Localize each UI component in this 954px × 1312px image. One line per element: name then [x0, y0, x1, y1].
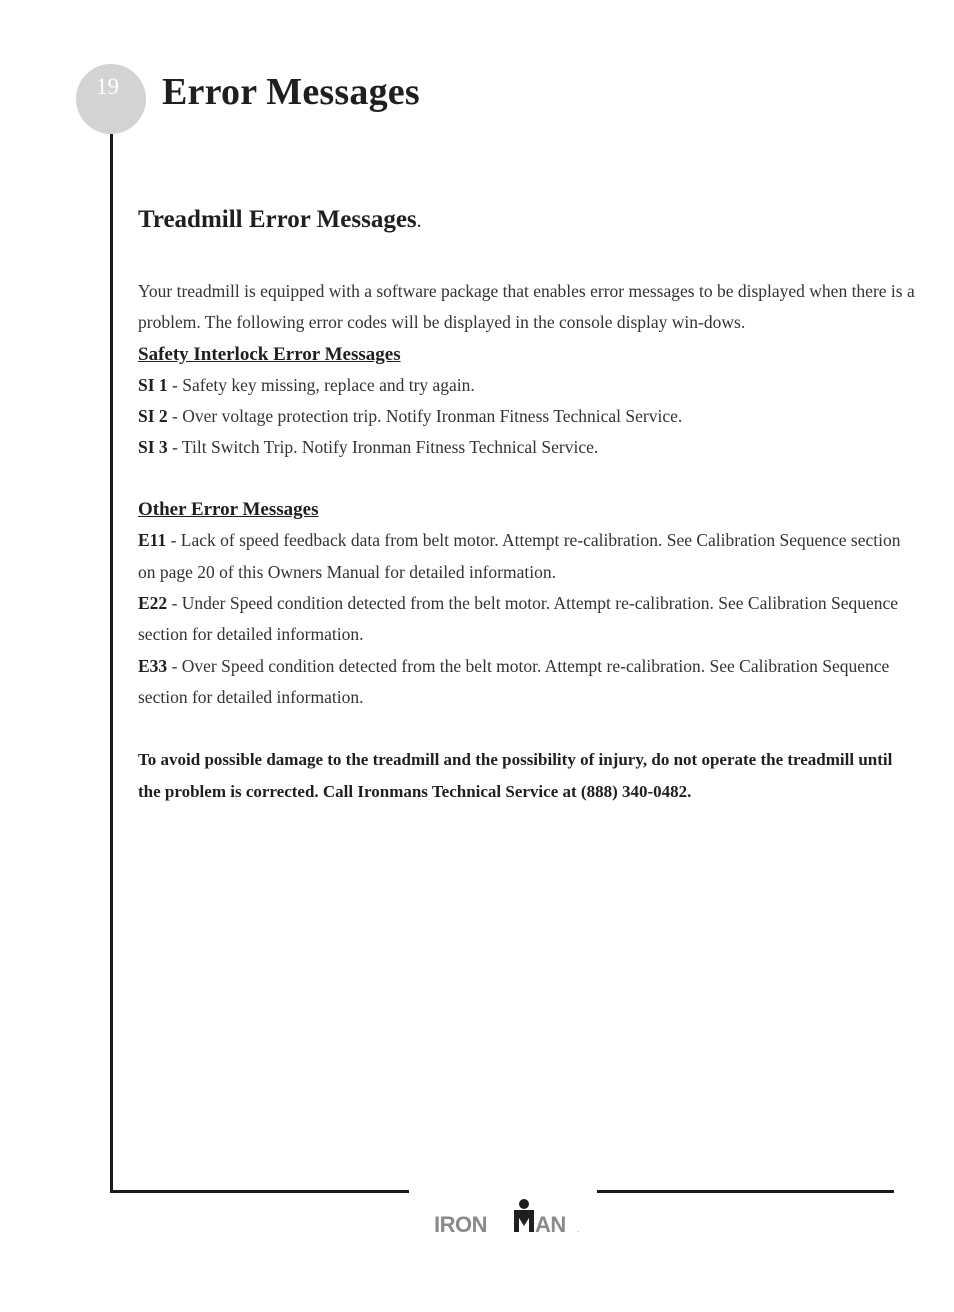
ironman-logo-icon [434, 1198, 584, 1234]
safety-item [138, 401, 918, 432]
error-description: - Lack of speed feedback data from belt motor. Attempt re-calibration. See Calibration Sequence section on page 20 of this Owners Manual for detailed information. [138, 530, 901, 582]
error-description: - Tilt Switch Trip. Notify Ironman Fitness Technical Service. [167, 437, 599, 458]
error-code: E33 [138, 655, 168, 676]
error-code: SI 2 [138, 405, 168, 426]
error-code: SI 3 [138, 437, 168, 458]
error-description: - Over Speed condition detected from the belt motor. Attempt re-calibration. See Calibration Sequence section for detailed information. [138, 655, 890, 707]
safety-item [138, 370, 918, 401]
other-item [138, 525, 918, 588]
footer-rule-right [597, 1190, 894, 1193]
svg-text:IRON: IRON [434, 1212, 487, 1234]
other-item [138, 588, 918, 651]
footer-rule-left [110, 1190, 409, 1193]
other-heading: Other Error Messages [138, 499, 319, 521]
spacer [138, 463, 918, 494]
error-code: E11 [138, 530, 167, 551]
other-item [138, 651, 918, 714]
safety-heading: Safety Interlock Error Messages [138, 343, 401, 365]
left-border-line [110, 134, 113, 1193]
page-content [138, 200, 918, 807]
safety-item [138, 432, 918, 463]
svg-text:.: . [577, 1225, 580, 1234]
page-number: 19 [96, 74, 119, 99]
warning-text: To avoid possible damage to the treadmill and the possibility of injury, do not operate the treadmill until the problem is corrected. Call Ironmans Technical Service at (888) 340-0482. [138, 750, 893, 801]
error-description: - Safety key missing, replace and try again. [167, 374, 475, 395]
error-code: SI 1 [138, 374, 168, 395]
page-title: Error Messages [162, 71, 420, 113]
intro-paragraph: Your treadmill is equipped with a software package that enables error messages to be displayed when there is a problem. The following error codes will be displayed in the console display win-dows. [138, 281, 915, 333]
section-title-suffix: . [416, 210, 422, 232]
error-description: - Under Speed condition detected from the belt motor. Attempt re-calibration. See Calibration Sequence section for detailed information. [138, 593, 899, 645]
section-title [138, 200, 918, 240]
section-title-text: Treadmill Error Messages [138, 206, 417, 233]
spacer [138, 713, 918, 744]
error-description: - Over voltage protection trip. Notify Ironman Fitness Technical Service. [167, 405, 683, 426]
ironman-logo [434, 1198, 584, 1234]
error-code: E22 [138, 593, 168, 614]
svg-text:AN: AN [535, 1212, 566, 1234]
